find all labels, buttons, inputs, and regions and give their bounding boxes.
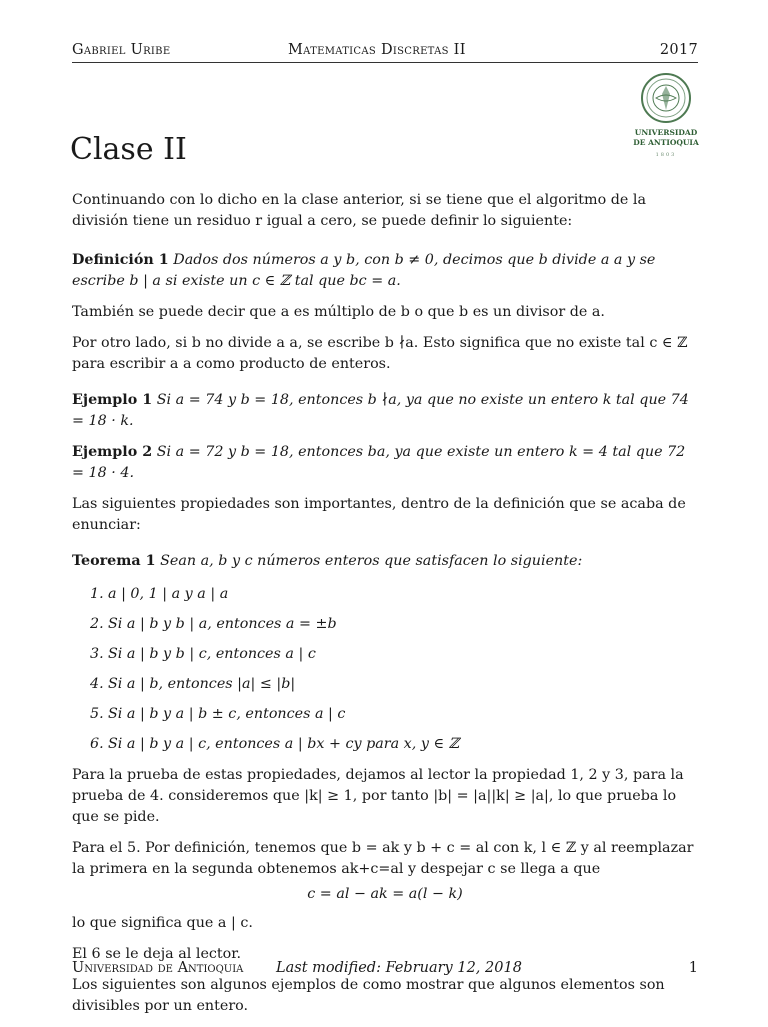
- list-item: 5. Si a | b y a | b ± c, entonces a | c: [90, 706, 346, 722]
- footer-modified: Last modified: February 12, 2018: [276, 960, 522, 976]
- header-course: Matematicas Discretas II: [288, 42, 466, 58]
- logo-line-1: UNIVERSIDAD: [634, 128, 698, 137]
- definition-label: Definición 1: [72, 252, 169, 268]
- logo-year: 1803: [655, 152, 677, 158]
- list-item: 3. Si a | b y b | c, entonces a | c: [90, 646, 316, 662]
- example-1-text: Si a = 74 y b = 18, entonces b ∤a, ya que no existe un entero k tal que 74 = 18 · k.: [72, 392, 689, 429]
- example-1-label: Ejemplo 1: [72, 392, 153, 408]
- theorem-property-list: [72, 584, 698, 755]
- example-2-text: Si a = 72 y b = 18, entonces ba, ya que existe un entero k = 4 tal que 72 = 18 · 4.: [72, 444, 686, 481]
- logo-line-2: DE ANTIOQUIA: [633, 138, 699, 147]
- definition-text: Dados dos números a y b, con b ≠ 0, decimos que b divide a a y se escribe b | a si existe un c ∈ ℤ tal que bc = a.: [72, 252, 656, 289]
- example-2-label: Ejemplo 2: [72, 444, 153, 460]
- six-paragraph: El 6 se le deja al lector.: [72, 946, 242, 962]
- header-author: Gabriel Uribe: [72, 42, 171, 58]
- example-1-block: [72, 390, 698, 432]
- properties-paragraph: Las siguientes propiedades son importantes, dentro de la definición que se acaba de enunciar:: [72, 496, 686, 533]
- intro-paragraph: Continuando con lo dicho en la clase anterior, si se tiene que el algoritmo de la división tiene un residuo r igual a cero, se puede definir lo siguiente:: [72, 192, 647, 229]
- list-item: 2. Si a | b y b | a, entonces a = ±b: [90, 616, 337, 632]
- nodivide-paragraph: Por otro lado, si b no divide a a, se escribe b ∤a. Esto significa que no existe tal c ∈ ℤ para escribir a a como producto de enteros.: [72, 335, 688, 372]
- theorem-label: Teorema 1: [72, 553, 156, 569]
- page-footer: [72, 960, 698, 980]
- display-equation: c = al − ak = a(l − k): [307, 886, 463, 902]
- proof-paragraph-2: Para el 5. Por definición, tenemos que b = ak y b + c = al con k, l ∈ ℤ y al reemplazar la primera en la segunda obtenemos ak+c=al y despejar c se llega a que: [72, 840, 694, 877]
- footer-page-number: 1: [688, 960, 698, 976]
- header-rule: [72, 62, 698, 63]
- main-content: [72, 190, 698, 1027]
- header-year: 2017: [659, 42, 698, 58]
- signif-paragraph: lo que significa que a | c.: [72, 915, 253, 931]
- examples-paragraph: Los siguientes son algunos ejemplos de como mostrar que algunos elementos son divisibles por un entero.: [72, 977, 665, 1014]
- page-header: [72, 42, 698, 62]
- footer-university: Universidad de Antioquia: [72, 960, 244, 976]
- definition-block: [72, 250, 698, 292]
- example-2-block: [72, 442, 698, 484]
- page-title: Clase II: [70, 132, 187, 168]
- theorem-block: [72, 551, 698, 572]
- multiple-paragraph: También se puede decir que a es múltiplo de b o que b es un divisor de a.: [72, 304, 605, 320]
- list-item: 4. Si a | b, entonces |a| ≤ |b|: [90, 676, 296, 692]
- list-item: 6. Si a | b y a | c, entonces a | bx + cy para x, y ∈ ℤ: [90, 736, 460, 752]
- proof-paragraph-1: Para la prueba de estas propiedades, dejamos al lector la propiedad 1, 2 y 3, para la prueba de 4. consideremos que |k| ≥ 1, por tanto |b| = |a||k| ≥ |a|, lo que prueba lo que se pide.: [72, 767, 684, 825]
- university-logo: [632, 72, 700, 162]
- university-seal-icon: [640, 72, 692, 124]
- list-item: 1. a | 0, 1 | a y a | a: [90, 586, 229, 602]
- theorem-text: Sean a, b y c números enteros que satisfacen lo siguiente:: [160, 553, 583, 569]
